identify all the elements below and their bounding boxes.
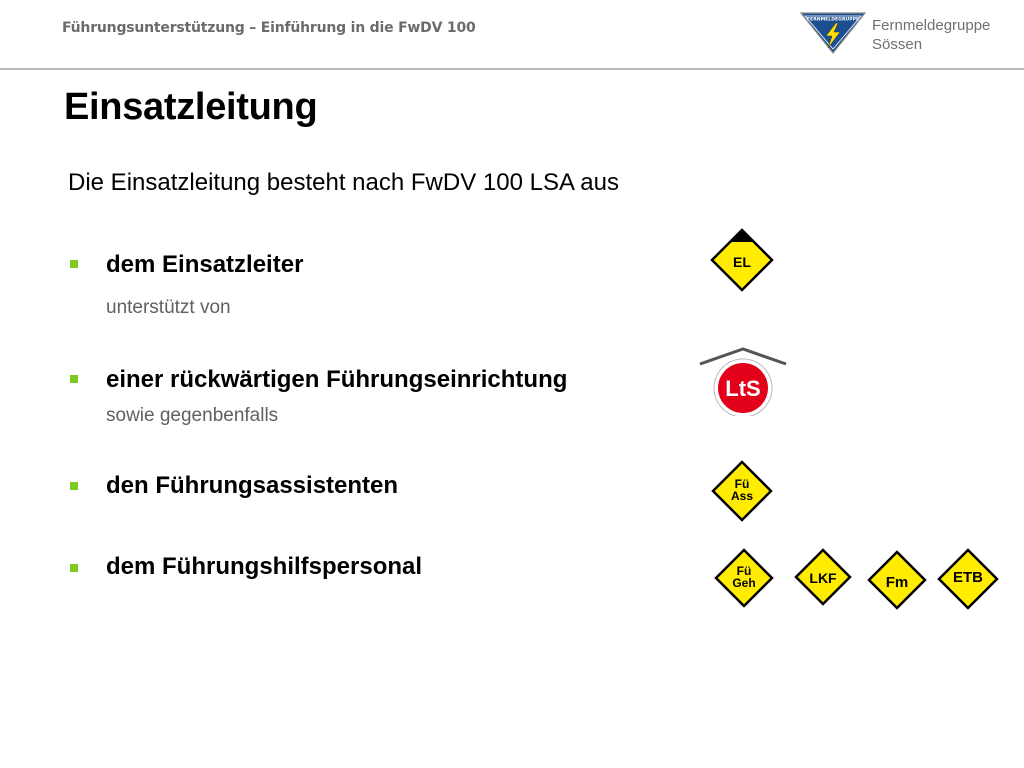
lagekartenfuehrer-sign-icon: [794, 548, 852, 606]
sign-label-fue: Fü: [734, 477, 750, 491]
sign-label-fm: Fm: [885, 574, 909, 591]
bullet-marker: [70, 375, 78, 383]
fernmeldegruppe-logo-icon: [800, 12, 866, 54]
header-divider: [0, 68, 1024, 70]
list-item-fuehrungshilfspersonal: dem Führungshilfspersonal: [106, 553, 423, 580]
list-item-fuehrungseinrichtung: einer rückwärtigen Führungseinrichtung: [106, 366, 568, 393]
sign-label-geh: Geh: [732, 576, 756, 590]
org-line-2: Sössen: [872, 36, 923, 53]
list-item-einsatzleiter: dem Einsatzleiter: [106, 251, 304, 278]
bullet-marker: [70, 482, 78, 490]
organization-name: [872, 16, 990, 54]
fuehrungsassistent-sign-icon: [711, 460, 773, 522]
sub-note-unterstuetzt: unterstützt von: [106, 297, 231, 318]
org-line-1: Fernmeldegruppe: [872, 17, 991, 34]
einsatzleiter-sign-icon: [710, 228, 774, 292]
bullet-marker: [70, 260, 78, 268]
sign-label-lkf: LKF: [809, 570, 837, 586]
sign-label-fue: Fü: [736, 564, 752, 578]
sign-label-lts: LtS: [725, 376, 761, 401]
leitstelle-sign-icon: [698, 344, 788, 416]
sign-label-el: EL: [733, 254, 751, 270]
einsatztagebuch-sign-icon: [937, 548, 999, 610]
sign-label-etb: ETB: [953, 569, 983, 586]
slide-header: [0, 0, 1024, 70]
fernmelder-sign-icon: [867, 550, 927, 610]
slide-intro: Die Einsatzleitung besteht nach FwDV 100 LSA aus: [68, 169, 619, 196]
bullet-marker: [70, 564, 78, 572]
fuehrungsgehilfe-sign-icon: [714, 548, 774, 608]
breadcrumb: Führungsunterstützung – Einführung in die FwDV 100: [62, 20, 476, 36]
logo-text: FERNMELDEGRUPPE: [806, 17, 860, 23]
sub-note-gegebenenfalls: sowie gegenbenfalls: [106, 405, 279, 426]
list-item-fuehrungsassistenten: den Führungsassistenten: [106, 472, 399, 499]
sign-label-ass: Ass: [730, 489, 754, 503]
slide-title: Einsatzleitung: [64, 86, 318, 128]
